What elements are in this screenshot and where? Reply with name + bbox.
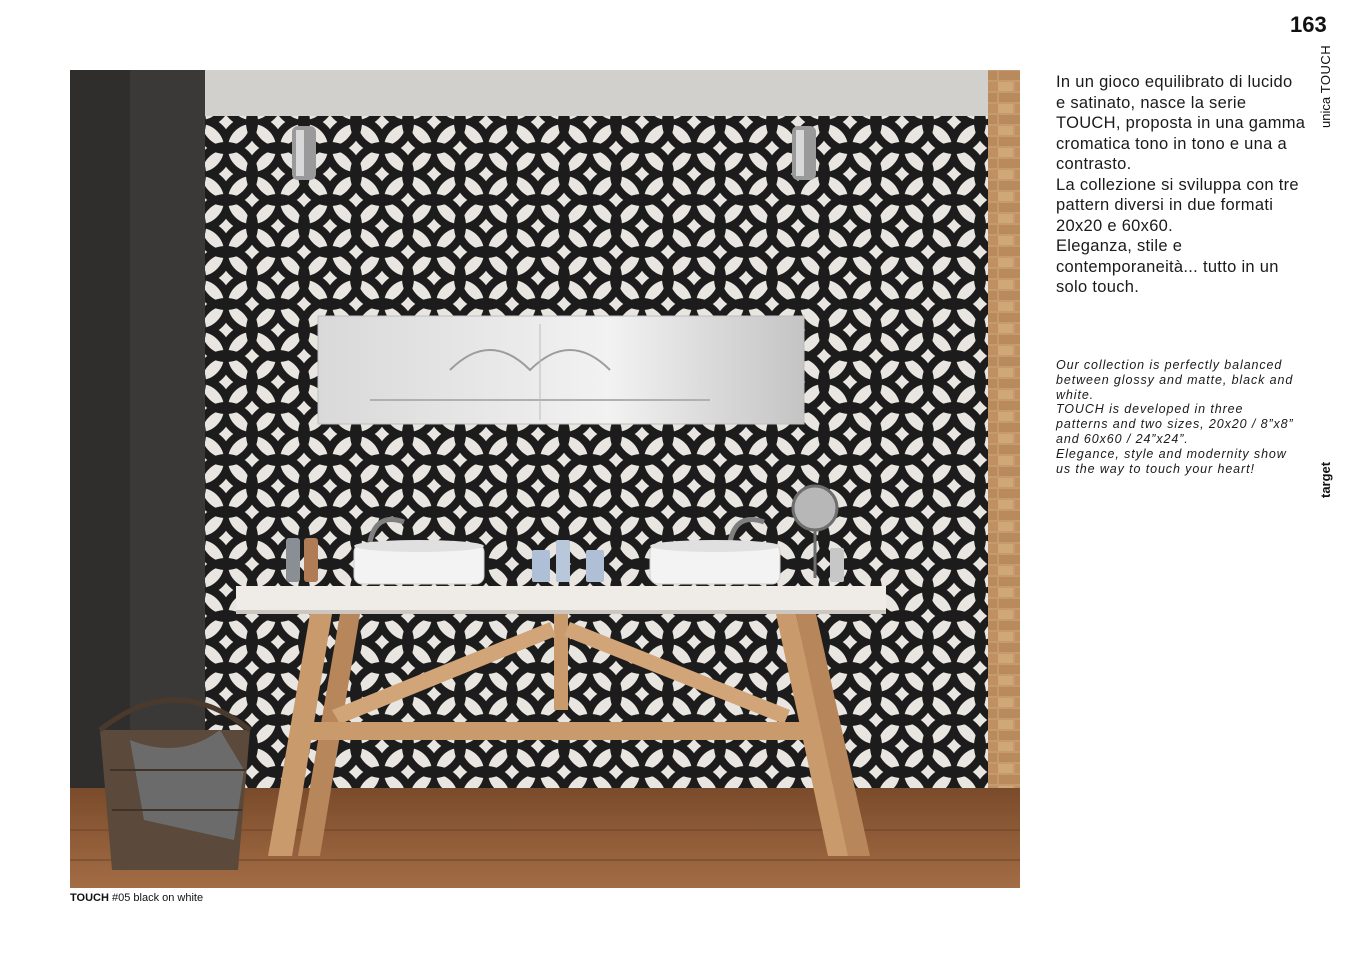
italian-paragraph-3: Eleganza, stile e contemporaneità... tutto in un solo touch. — [1056, 237, 1279, 296]
caption-series: TOUCH — [70, 892, 109, 904]
side-target-label: target — [1318, 461, 1333, 498]
side-series: TOUCH — [1318, 44, 1333, 94]
side-brand: unica — [1318, 96, 1333, 128]
english-description — [1056, 358, 1296, 476]
english-paragraph-1: Our collection is perfectly balanced between glossy and matte, black and white. — [1056, 358, 1294, 402]
photo-caption — [70, 892, 203, 904]
caption-detail: #05 black on white — [108, 892, 204, 904]
product-photo — [70, 70, 1020, 888]
italian-paragraph-2: La collezione si sviluppa con tre pattern diversi in due formati 20x20 e 60x60. — [1056, 175, 1299, 235]
english-paragraph-3: Elegance, style and modernity show us the way to touch your heart! — [1056, 446, 1287, 476]
page-number: 163 — [1290, 12, 1327, 37]
english-paragraph-2: TOUCH is developed in three patterns and two sizes, 20x20 / 8”x8” and 60x60 / 24”x24”. — [1056, 402, 1294, 446]
side-series-label — [1318, 45, 1333, 128]
italian-paragraph-1: In un gioco equilibrato di lucido e satinato, nasce la serie TOUCH, proposta in una gamma cromatica tono in tono e una a contrasto. — [1056, 73, 1306, 173]
italian-description — [1056, 72, 1306, 298]
